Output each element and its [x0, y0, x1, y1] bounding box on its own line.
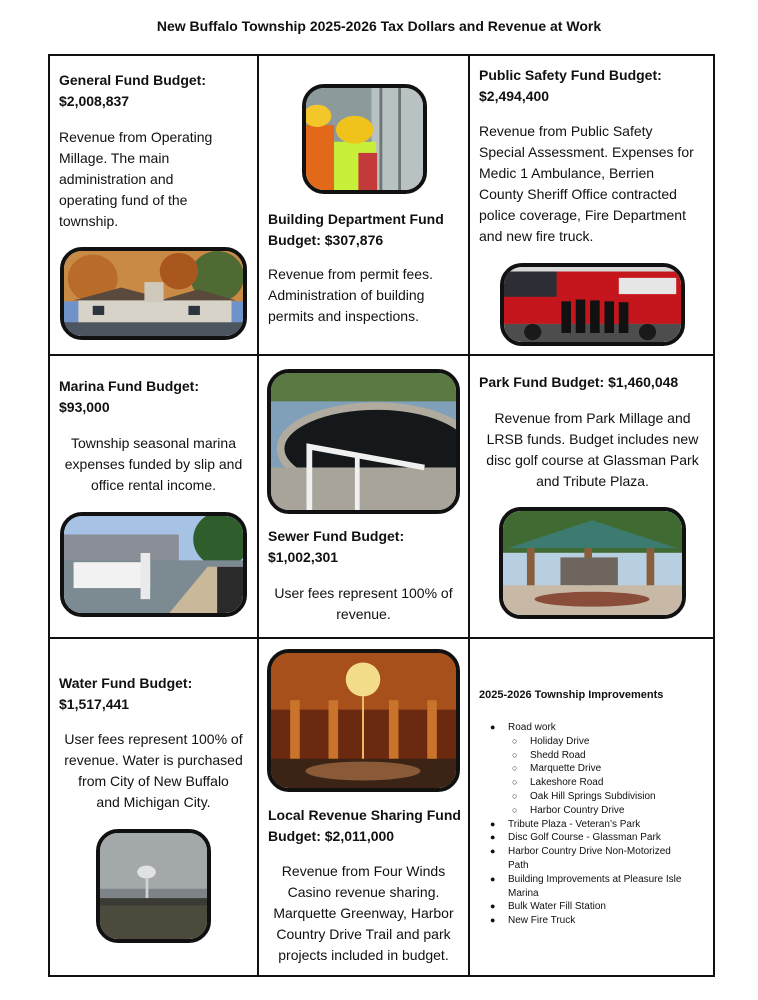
- sewer-fund-cell: [259, 356, 468, 637]
- revenue-sharing-fund-title: Local Revenue Sharing Fund Budget: $2,011,000: [268, 807, 461, 844]
- road-work-sublist: [508, 735, 712, 818]
- marina-fund-cell: [50, 356, 257, 637]
- list-item: ○ Marquette Drive: [508, 762, 712, 776]
- water-fund-title: Water Fund Budget: $1,517,441: [59, 675, 193, 712]
- general-fund-description: Revenue from Operating Millage. The main administration and operating fund of the township.: [59, 129, 213, 229]
- construction-workers-photo-icon: [302, 84, 427, 194]
- list-item: ○ Lakeshore Road: [508, 776, 712, 790]
- public-safety-fund-description: Revenue from Public Safety Special Assessment. Expenses for Medic 1 Ambulance, Berrien County Sheriff Office contracted police coverage, Fire Department and new fire truck.: [479, 123, 694, 244]
- fund-grid: [48, 54, 715, 977]
- pavilion-photo-icon: [499, 507, 686, 619]
- improvements-list: [490, 721, 712, 928]
- sewer-fund-title: Sewer Fund Budget: $1,002,301: [268, 528, 405, 565]
- sewer-tank-photo-icon: [267, 369, 460, 514]
- general-fund-title: General Fund Budget: $2,008,837: [59, 72, 206, 109]
- park-fund-description: Revenue from Park Millage and LRSB funds. Budget includes new disc golf course at Glassman Park and Tribute Plaza.: [486, 410, 699, 489]
- list-item: ○ Oak Hill Springs Subdivision: [508, 790, 712, 804]
- park-fund-cell: [470, 356, 715, 637]
- marina-fund-title: Marina Fund Budget: $93,000: [59, 378, 199, 415]
- park-fund-title: Park Fund Budget: $1,460,048: [479, 374, 679, 390]
- public-safety-fund-cell: [470, 56, 715, 354]
- list-item: ● New Fire Truck: [490, 914, 712, 928]
- list-item: ○ Harbor Country Drive: [508, 804, 712, 818]
- water-tower-photo-icon: [96, 829, 211, 943]
- marina-fund-description: Township seasonal marina expenses funded by slip and office rental income.: [64, 435, 243, 493]
- public-safety-fund-title: Public Safety Fund Budget: $2,494,400: [479, 67, 662, 104]
- casino-interior-photo-icon: [267, 649, 460, 792]
- revenue-sharing-fund-description: Revenue from Four Winds Casino revenue sharing. Marquette Greenway, Harbor Country Drive Trail and park projects included in budget.: [273, 863, 454, 963]
- list-item: ○ Holiday Drive: [508, 735, 712, 749]
- list-item: ○ Shedd Road: [508, 749, 712, 763]
- building-fund-description: Revenue from permit fees. Administration of building permits and inspections.: [268, 266, 433, 324]
- list-item: ● Road work ○ Holiday Drive ○ Shedd Road ○ Marquette Drive ○ Lakeshore Road ○ Oak Hill Springs Subdivision ○ Harbor Country Drive: [490, 721, 712, 818]
- water-fund-description: User fees represent 100% of revenue. Water is purchased from City of New Buffalo and Michigan City.: [64, 731, 243, 810]
- marina-photo-icon: [60, 512, 247, 617]
- page-title: New Buffalo Township 2025-2026 Tax Dollars and Revenue at Work: [156, 18, 602, 34]
- sewer-fund-description: User fees represent 100% of revenue.: [274, 585, 453, 622]
- list-item: ● Bulk Water Fill Station: [490, 900, 712, 914]
- water-fund-cell: [50, 639, 257, 977]
- list-item: ● Building Improvements at Pleasure Isle Marina: [490, 873, 712, 901]
- list-item: ● Tribute Plaza - Veteran’s Park: [490, 818, 712, 832]
- building-fund-title: Building Department Fund Budget: $307,876: [268, 211, 444, 248]
- township-hall-photo-icon: [60, 247, 247, 340]
- list-item: ● Disc Golf Course - Glassman Park: [490, 831, 712, 845]
- list-item: ● Harbor Country Drive Non-Motorized Path: [490, 845, 712, 873]
- revenue-sharing-fund-cell: [259, 639, 468, 977]
- general-fund-cell: [50, 56, 257, 354]
- building-fund-cell: [259, 56, 468, 354]
- improvements-title: 2025-2026 Township Improvements: [479, 689, 664, 701]
- fire-truck-photo-icon: [500, 263, 685, 346]
- improvements-cell: [470, 639, 715, 977]
